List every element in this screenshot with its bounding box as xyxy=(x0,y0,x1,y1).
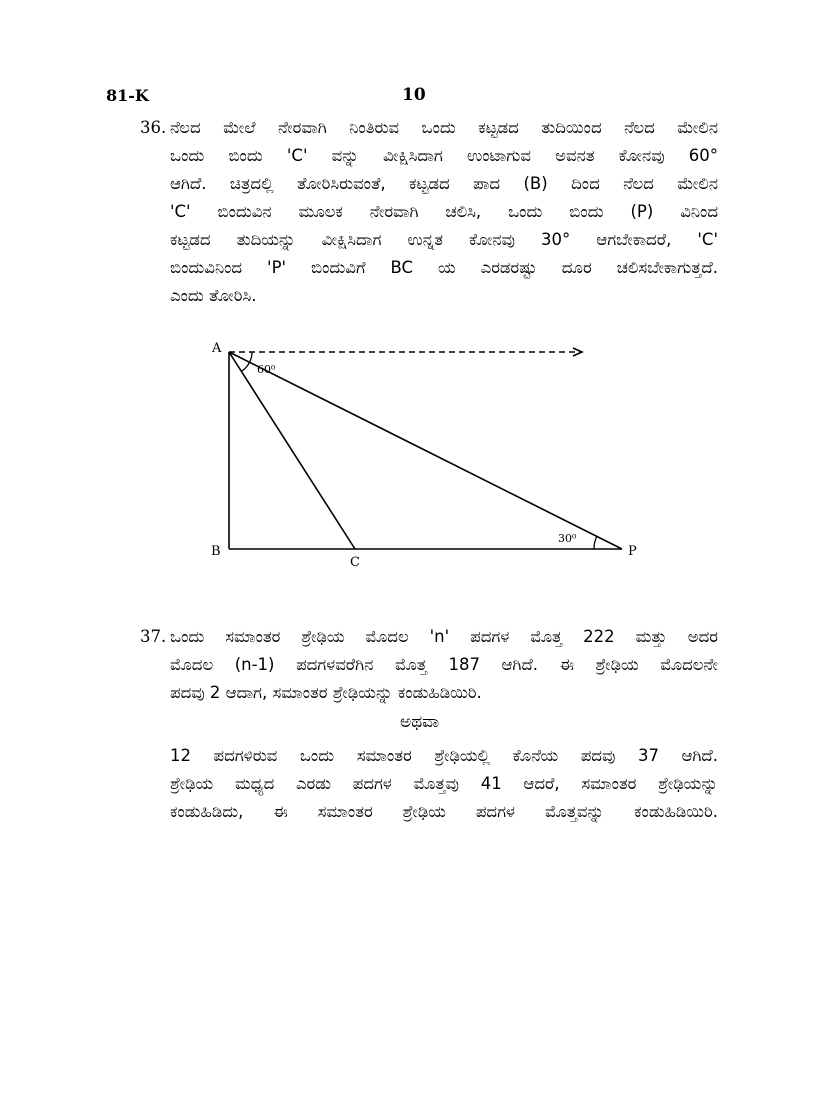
angle-60-label: 60⁰ xyxy=(257,363,276,376)
q37-line-2: ಮೊದಲ (n-1) ಪದಗಳವರೆಗಿನ ಮೊತ್ತ 187 ಆಗಿದೆ. ಈ ಶ್ರೇಢಿಯ ಮೊದಲನೇ xyxy=(170,655,718,674)
question-36-number: 36. xyxy=(140,118,167,137)
q36-line-7: ಎಂದು ತೋರಿಸಿ. xyxy=(170,286,257,305)
label-B: B xyxy=(211,544,221,559)
q37-alt-line-1: 12 ಪದಗಳಿರುವ ಒಂದು ಸಮಾಂತರ ಶ್ರೇಢಿಯಲ್ಲಿ ಕೊನೆಯ ಪದವು 37 ಆಗಿದೆ. xyxy=(170,746,718,765)
q36-line-3: ಆಗಿದೆ. ಚಿತ್ರದಲ್ಲಿ ತೋರಿಸಿರುವಂತೆ, ಕಟ್ಟಡದ ಪಾದ (B) ದಿಂದ ನೆಲದ ಮೇಲಿನ xyxy=(170,174,718,193)
page-number: 10 xyxy=(402,85,426,105)
q37-alt-line-2: ಶ್ರೇಢಿಯ ಮಧ್ಯದ ಎರಡು ಪದಗಳ ಮೊತ್ತವು 41 ಆದರೆ, ಸಮಾಂತರ ಶ್ರೇಢಿಯನ್ನು xyxy=(170,774,718,793)
q37-alt-line-3: ಕಂಡುಹಿಡಿದು, ಈ ಸಮಾಂತರ ಶ್ರೇಢಿಯ ಪದಗಳ ಮೊತ್ತವನ್ನು ಕಂಡುಹಿಡಿಯಿರಿ. xyxy=(170,802,718,821)
angle-30-arc xyxy=(594,536,597,549)
label-A: A xyxy=(212,341,222,356)
q36-line-6: ಬಿಂದುವಿನಿಂದ 'P' ಬಿಂದುವಿಗೆ BC ಯ ಎರಡರಷ್ಟು ದೂರ ಚಲಿಸಬೇಕಾಗುತ್ತದೆ. xyxy=(170,258,718,277)
paper-code: 81-K xyxy=(106,86,149,105)
line-AP xyxy=(229,352,622,549)
label-P: P xyxy=(628,544,637,559)
q36-line-2: ಒಂದು ಬಿಂದು 'C' ವನ್ನು ವೀಕ್ಷಿಸಿದಾಗ ಉಂಟಾಗುವ ಅವನತ ಕೋನವು 60° xyxy=(170,146,718,165)
q37-line-1: ಒಂದು ಸಮಾಂತರ ಶ್ರೇಢಿಯ ಮೊದಲ 'n' ಪದಗಳ ಮೊತ್ತ 222 ಮತ್ತು ಅದರ xyxy=(170,627,718,646)
q36-line-5: ಕಟ್ಟಡದ ತುದಿಯನ್ನು ವೀಕ್ಷಿಸಿದಾಗ ಉನ್ನತ ಕೋನವು 30° ಆಗಬೇಕಾದರೆ, 'C' xyxy=(170,230,718,249)
q36-line-4: 'C' ಬಿಂದುವಿನ ಮೂಲಕ ನೇರವಾಗಿ ಚಲಿಸಿ, ಒಂದು ಬಿಂದು (P) ವಿನಿಂದ xyxy=(170,202,718,221)
angle-30-label: 30⁰ xyxy=(558,532,577,545)
question-37-number: 37. xyxy=(140,627,167,646)
q36-line-1: ನೆಲದ ಮೇಲೆ ನೇರವಾಗಿ ನಿಂತಿರುವ ಒಂದು ಕಟ್ಟಡದ ತುದಿಯಿಂದ ನೆಲದ ಮೇಲಿನ xyxy=(170,118,718,137)
line-AC xyxy=(229,352,355,549)
or-label: ಅಥವಾ xyxy=(400,712,440,732)
label-C: C xyxy=(350,555,360,570)
q37-line-3: ಪದವು 2 ಆದಾಗ, ಸಮಾಂತರ ಶ್ರೇಢಿಯನ್ನು ಕಂಡುಹಿಡಿಯಿರಿ. xyxy=(170,683,482,702)
